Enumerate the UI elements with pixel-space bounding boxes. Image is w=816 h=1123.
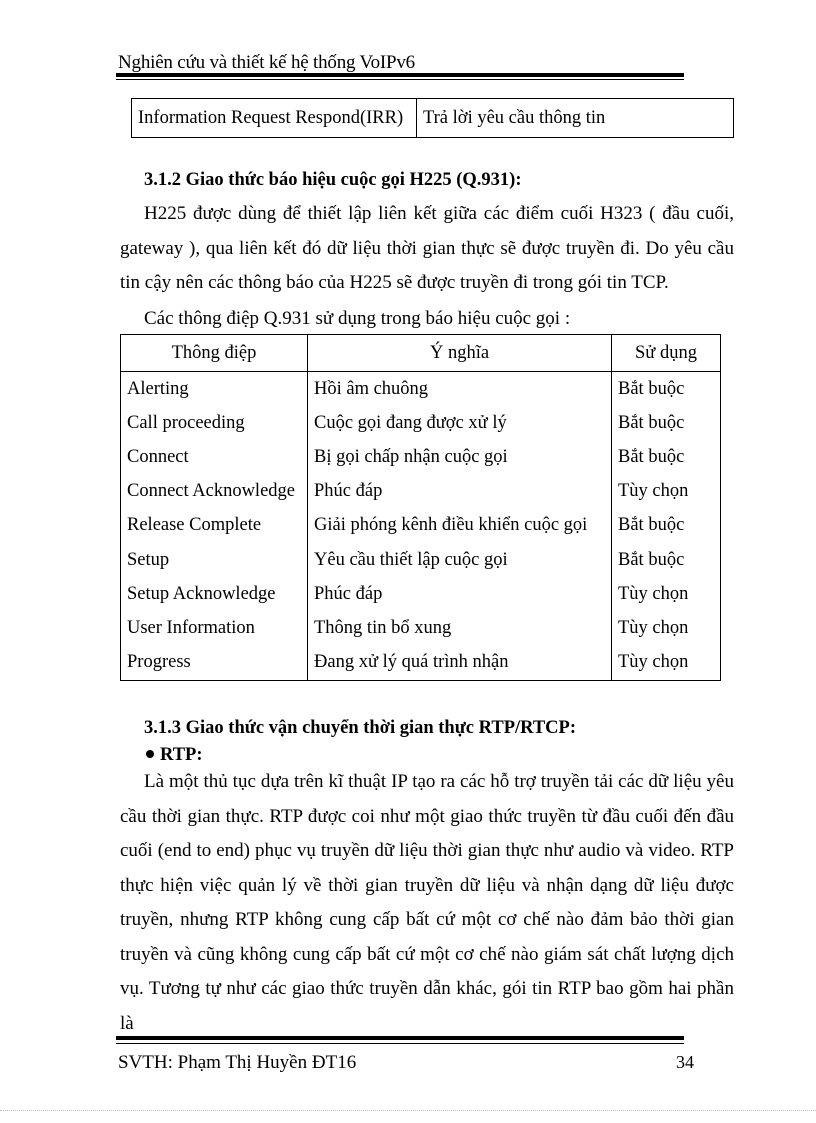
table-header-row xyxy=(121,335,721,372)
table-row xyxy=(121,440,721,474)
table-row xyxy=(121,509,721,543)
table-cell: Yêu cầu thiết lập cuộc gọi xyxy=(308,543,612,577)
table-cell: Bị gọi chấp nhận cuộc gọi xyxy=(308,440,612,474)
table-cell: Setup xyxy=(121,543,308,577)
bullet-label: RTP: xyxy=(160,745,203,765)
column-header: Thông điệp xyxy=(121,335,308,372)
footer-rule-thick xyxy=(116,1036,684,1040)
table-cell: Tùy chọn xyxy=(612,577,721,611)
table-row xyxy=(121,475,721,509)
table-row xyxy=(121,577,721,611)
table-cell: Connect xyxy=(121,440,308,474)
table-cell: Tùy chọn xyxy=(612,646,721,681)
table-cell: Alerting xyxy=(121,372,308,407)
table-cell: Phúc đáp xyxy=(308,577,612,611)
table-cell: User Information xyxy=(121,611,308,645)
table-cell: Setup Acknowledge xyxy=(121,577,308,611)
table-cell: Giải phóng kênh điều khiển cuộc gọi xyxy=(308,509,612,543)
table-cell: Tùy chọn xyxy=(612,611,721,645)
q931-messages-table xyxy=(120,334,721,681)
column-header: Sử dụng xyxy=(612,335,721,372)
header-rule-thin xyxy=(116,79,684,80)
table-cell: Progress xyxy=(121,646,308,681)
table-cell: Bắt buộc xyxy=(612,509,721,543)
table-cell: Trả lời yêu cầu thông tin xyxy=(417,99,734,138)
page-number: 34 xyxy=(676,1052,694,1072)
table-row xyxy=(132,99,734,138)
table-row xyxy=(121,406,721,440)
bullet-rtp xyxy=(146,745,203,766)
table-cell: Bắt buộc xyxy=(612,406,721,440)
table-cell: Bắt buộc xyxy=(612,543,721,577)
running-header: Nghiên cứu và thiết kế hệ thống VoIPv6 xyxy=(118,52,415,73)
table-cell: Call proceeding xyxy=(121,406,308,440)
footer-author: SVTH: Phạm Thị Huyền ĐT16 xyxy=(118,1052,357,1073)
paragraph-h225: H225 được dùng để thiết lập liên kết giữa các điểm cuối H323 ( đầu cuối, gateway ), qua liên kết đó dữ liệu thời gian thực sẽ được truyền đi. Do yêu cầu tin cậy nên các thông báo của H225 sẽ được truyền đi trong gói tin TCP. xyxy=(120,203,734,293)
table-cell: Thông tin bổ xung xyxy=(308,611,612,645)
table-cell: Connect Acknowledge xyxy=(121,475,308,509)
section-heading-313: 3.1.3 Giao thức vận chuyển thời gian thực RTP/RTCP: xyxy=(144,718,577,738)
table-row xyxy=(121,543,721,577)
footer-rule-thin xyxy=(116,1043,684,1044)
page-bottom-divider xyxy=(0,1110,816,1111)
table-row xyxy=(121,372,721,407)
column-header: Ý nghĩa xyxy=(308,335,612,372)
table-cell: Hồi âm chuông xyxy=(308,372,612,407)
table-cell: Bắt buộc xyxy=(612,440,721,474)
table-cell: Bắt buộc xyxy=(612,372,721,407)
table-row xyxy=(121,611,721,645)
bullet-dot-icon xyxy=(146,750,154,758)
table-cell: Tùy chọn xyxy=(612,475,721,509)
table-cell: Release Complete xyxy=(121,509,308,543)
table-row xyxy=(121,646,721,681)
section-heading-312: 3.1.2 Giao thức báo hiệu cuộc gọi H225 (Q.931): xyxy=(144,170,522,190)
paragraph-rtp: Là một thủ tục dựa trên kĩ thuật IP tạo ra các hỗ trợ truyền tải các dữ liệu yêu cầu thời gian thực. RTP được coi như một giao thức truyền từ đầu cuối đến đầu cuối (end to end) phục vụ truyền dữ liệu thời gian thực như audio và video. RTP thực hiện việc quản lý về thời gian truyền dữ liệu và nhận dạng dữ liệu được truyền, nhưng RTP không cung cấp bất cứ một cơ chế nào đảm bảo thời gian truyền và cũng không cung cấp bất cứ một cơ chế nào giám sát chất lượng dịch vụ. Tương tự như các giao thức truyền dẫn khác, gói tin RTP bao gồm hai phần là xyxy=(120,771,734,1034)
table-cell: Cuộc gọi đang được xử lý xyxy=(308,406,612,440)
irr-table xyxy=(131,98,734,138)
header-rule-thick xyxy=(116,73,684,77)
table-cell: Information Request Respond(IRR) xyxy=(132,99,417,138)
table-cell: Đang xử lý quá trình nhận xyxy=(308,646,612,681)
table-cell: Phúc đáp xyxy=(308,475,612,509)
paragraph-q931-intro: Các thông điệp Q.931 sử dụng trong báo hiệu cuộc gọi : xyxy=(144,308,571,329)
